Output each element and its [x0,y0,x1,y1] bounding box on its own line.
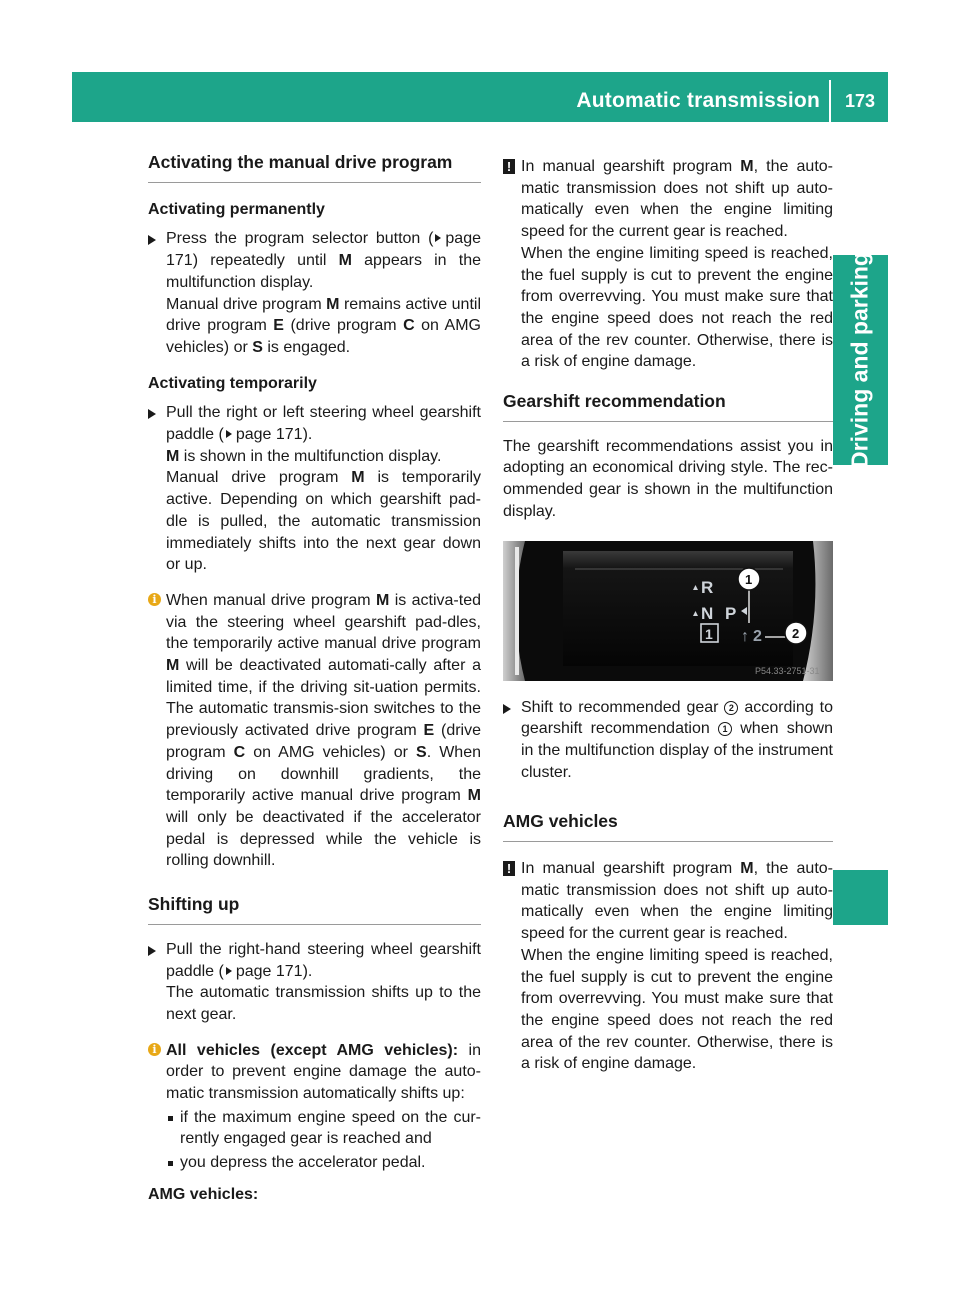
list-item [166,1107,481,1150]
warning-note [503,156,833,373]
list-item-text: if the maximum engine speed on the cur-rently engaged gear is reached and [180,1108,481,1148]
info-icon: i [148,593,161,606]
triangle-right-icon [226,967,232,975]
svg-text:1: 1 [745,571,753,587]
instruction-step [148,228,481,358]
gear-box: 1 [705,625,713,642]
rec-arrow: ↑ [741,627,749,645]
arrow-right-icon [503,704,511,714]
warning-text: When the engine limiting speed is reached, the fuel supply is cut to prevent the engine from overrevving. You must make sure that the engine speed does not reach the red area of the rev counter. Otherwise, there is a risk of engine damage. [521,946,833,1073]
warning-icon: ! [503,159,515,174]
step-result: Manual drive program M is temporarily active. Depending on which gearshift pad-dle is pulled, the automatic transmission immediately shifts into the next gear down or up. [166,469,481,574]
rec-gear: 2 [753,627,762,645]
cluster-illustration [503,541,833,681]
section-title: Gearshift recommendation [503,387,833,422]
section-title: Activating the manual drive program [148,148,481,183]
instruction-step [148,402,481,576]
bullet-icon [168,1161,173,1166]
side-tab-label: Driving and parking [846,252,873,468]
info-note [148,1040,481,1174]
subsection-title: Activating temporarily [148,374,317,392]
header-divider [829,80,831,122]
figure-code: P54.33-2751-31 [755,665,820,676]
step-text: Shift to recommended gear 2 according to gearshift recommendation 1 when shown in the multifunction display of the instrument cluster. [521,698,833,781]
note-text: All vehicles (except AMG vehicles): in order to prevent engine damage the auto-matic transmission automatically shifts up: [166,1041,482,1103]
left-column [148,148,481,1206]
list-item-text: you depress the accelerator pedal. [180,1154,426,1172]
display-screen [563,551,793,666]
list-item [166,1152,481,1174]
step-result: Manual drive program M remains active until drive program E (drive program C on AMG vehicles) or S is engaged. [166,295,481,356]
step-result: M is shown in the multifunction display. [166,447,442,465]
warning-text: In manual gearshift program M, the auto-matic transmission does not shift up auto-matically even when the engine limiting speed for the current gear is reached. [521,860,833,943]
warning-icon: ! [503,861,515,876]
arrow-right-icon [148,409,156,419]
warning-note [503,858,833,1075]
page-number: 173 [844,91,876,111]
instruction-step [503,697,833,784]
subsection-title: Activating permanently [148,200,325,218]
callout-1-ref: 1 [718,722,732,736]
info-note [148,590,481,872]
gear-p: P [725,603,737,623]
paragraph: The gearshift recommendations assist you in adopting an economical driving style. The rec-ommended gear is shown in the multifunction display. [503,437,833,520]
instruction-step [148,939,481,1026]
right-column [503,148,833,1085]
section-title: AMG vehicles [503,807,833,842]
bullet-icon [168,1116,173,1121]
info-icon: i [148,1043,161,1056]
gear-n: N [701,603,714,623]
triangle-right-icon [435,234,441,242]
page-header [72,72,888,122]
step-text: Press the program selector button ( page 171) repeatedly until M appears in the multifunction display. [166,230,481,291]
warning-text: In manual gearshift program M, the auto-matic transmission does not shift up auto-matically even when the engine limiting speed for the current gear is reached. [521,158,833,241]
gear-r: R [701,577,714,597]
arrow-right-icon [148,946,156,956]
step-result: The automatic transmission shifts up to the next gear. [166,984,481,1023]
instrument-cluster-figure [503,541,833,681]
warning-text: When the engine limiting speed is reached, the fuel supply is cut to prevent the engine from overrevving. You must make sure that the engine speed does not reach the red area of the rev counter. Otherwise, there is a risk of engine damage. [521,244,833,371]
step-text: Pull the right or left steering wheel gearshift paddle ( page 171). [166,404,481,444]
side-marker [833,870,888,925]
callout-2-ref: 2 [724,701,738,715]
header-title: Automatic transmission [576,89,820,112]
step-text: Pull the right-hand steering wheel gearshift paddle ( page 171). [166,940,481,980]
svg-text:2: 2 [792,625,800,641]
note-text: When manual drive program M is activa-ted via the steering wheel gearshift pad-dles, the temporarily active manual drive program M will be deactivated automati-cally after a limited time, if the driving sit-uation permits. The automatic transmis-sion switches to the previously activated drive program E (drive program C on AMG vehicles) or S. When driving on downhill gradients, the temporarily active manual drive program M will only be deactivated if the accelerator pedal is depressed while the vehicle is rolling downhill. [166,591,482,870]
amg-label: AMG vehicles: [148,1185,259,1203]
section-title: Shifting up [148,890,481,925]
arrow-right-icon [148,235,156,245]
triangle-right-icon [226,430,232,438]
